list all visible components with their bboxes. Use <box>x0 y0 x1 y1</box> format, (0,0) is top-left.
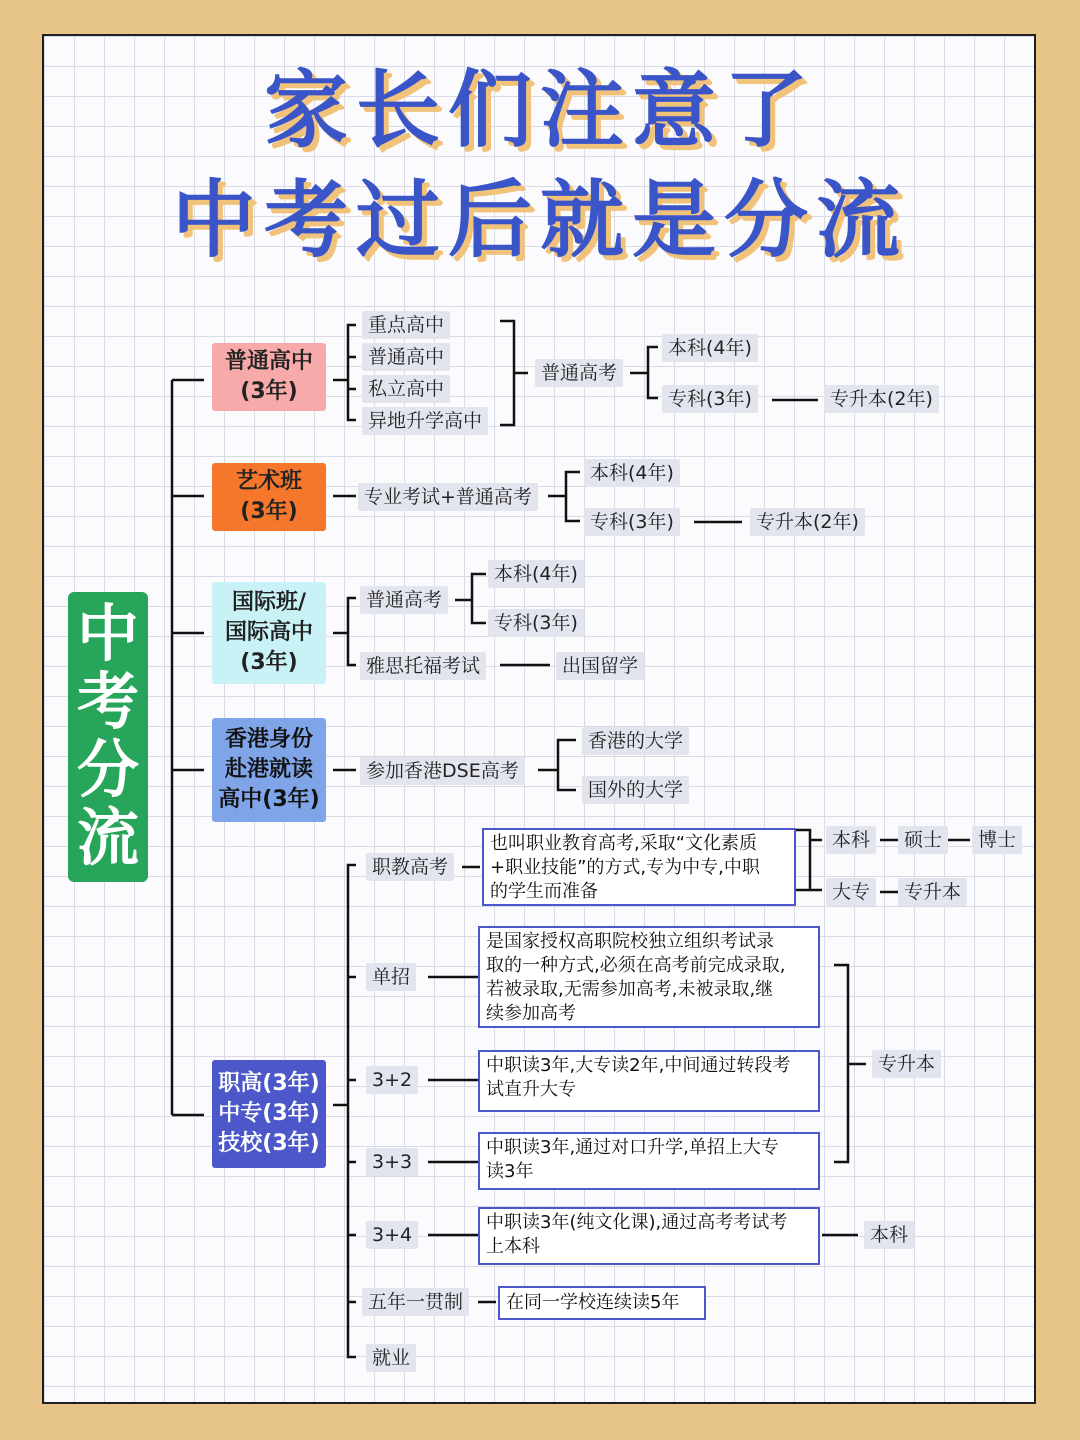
category-art: 艺术班 (3年) <box>212 463 326 531</box>
voc-32: 3+2 <box>366 1066 418 1094</box>
hk-exam: 参加香港DSE高考 <box>360 757 525 785</box>
school-key: 重点高中 <box>362 311 450 339</box>
intl-college: 专科(3年) <box>488 609 584 637</box>
intl-abroad-exam: 雅思托福考试 <box>360 652 486 680</box>
voc-34: 3+4 <box>366 1221 418 1249</box>
voc-34-bachelor: 本科 <box>864 1221 914 1249</box>
voc-danzhao-desc: 是国家授权高职院校独立组织考试录 取的一种方式,必须在高考前完成录取, 若被录取,无需参加高考,未被录取,继 续参加高考 <box>478 926 820 1028</box>
art-college: 专科(3年) <box>584 508 680 536</box>
voc-32-desc: 中职读3年,大专读2年,中间通过转段考 试直升大专 <box>478 1050 820 1112</box>
art-exam: 专业考试+普通高考 <box>358 483 538 511</box>
category-intl: 国际班/ 国际高中 (3年) <box>212 582 326 684</box>
foreign-university: 国外的大学 <box>582 776 689 804</box>
voc-33-desc: 中职读3年,通过对口升学,单招上大专 读3年 <box>478 1132 820 1190</box>
intl-exam: 普通高考 <box>360 586 448 614</box>
voc-group-upgrade: 专升本 <box>872 1050 941 1078</box>
zhijiao-college: 大专 <box>826 878 876 906</box>
general-upgrade: 专升本(2年) <box>824 385 939 413</box>
general-exam: 普通高考 <box>535 359 623 387</box>
school-regular: 普通高中 <box>362 343 450 371</box>
voc-33: 3+3 <box>366 1148 418 1176</box>
school-private: 私立高中 <box>362 375 450 403</box>
zhijiao-doctor: 博士 <box>972 826 1022 854</box>
zhijiao-master: 硕士 <box>898 826 948 854</box>
school-remote: 异地升学高中 <box>362 407 488 435</box>
zhijiao-upgrade: 专升本 <box>898 878 967 906</box>
voc-zhijiao: 职教高考 <box>366 853 454 881</box>
hk-university: 香港的大学 <box>582 727 689 755</box>
voc-employment: 就业 <box>366 1344 416 1372</box>
art-bachelor: 本科(4年) <box>584 459 680 487</box>
root-label: 中考分流 <box>76 597 139 874</box>
intl-bachelor: 本科(4年) <box>488 560 584 588</box>
category-hk: 香港身份 赴港就读 高中(3年) <box>212 718 326 822</box>
art-upgrade: 专升本(2年) <box>750 508 865 536</box>
general-college: 专科(3年) <box>662 385 758 413</box>
zhijiao-bachelor: 本科 <box>826 826 876 854</box>
intl-abroad: 出国留学 <box>556 652 644 680</box>
category-general: 普通高中 (3年) <box>212 343 326 411</box>
voc-34-desc: 中职读3年(纯文化课),通过高考考试考 上本科 <box>478 1207 820 1265</box>
category-vocational: 职高(3年) 中专(3年) 技校(3年) <box>212 1060 326 1168</box>
title-line-1: 家长们注意了 <box>263 61 816 159</box>
voc-zhijiao-desc: 也叫职业教育高考,采取“文化素质 +职业技能”的方式,专为中专,中职 的学生而准备 <box>482 828 796 906</box>
voc-danzhao: 单招 <box>366 963 416 991</box>
voc-five-year: 五年一贯制 <box>362 1288 469 1316</box>
general-bachelor: 本科(4年) <box>662 334 758 362</box>
voc-five-year-desc: 在同一学校连续读5年 <box>498 1286 706 1320</box>
title-line-2: 中考过后就是分流 <box>171 171 908 269</box>
